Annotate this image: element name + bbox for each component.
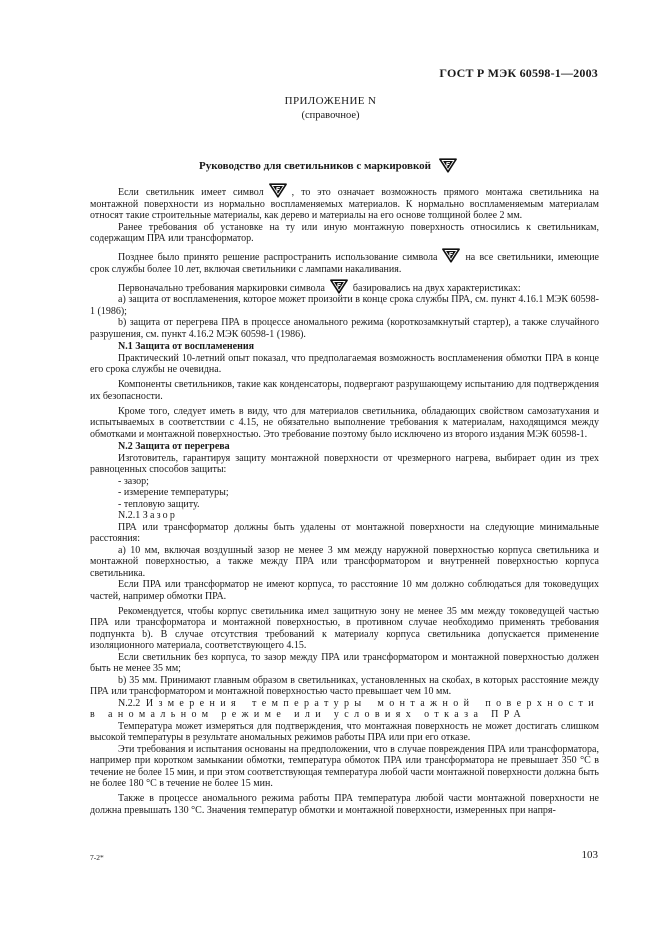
paragraph: Температура может измеряться для подтверждения, что монтажная поверхность не может достигать слишком высокой температуры в результате аномальных режимов работы ПРА или при его отказе. <box>90 720 599 743</box>
paragraph <box>90 248 599 275</box>
paragraph-text: Если светильник имеет символ <box>118 187 264 198</box>
section-heading-n1: N.1 Защита от воспламенения <box>118 341 255 352</box>
list-item: b) защита от перегрева ПРА в процессе аномального режима (короткозамкнутый стартер), а также случайного разрушения, см. пункт 4.16.2 МЭК 60598-1 (1986). <box>90 317 599 340</box>
paragraph: Рекомендуется, чтобы корпус светильника имел защитную зону не менее 35 мм между токоведущей частью ПРА или трансформатора и монтажной поверхностью, в противном случае необходимо применять требования подпункта b). В случае отсутствия требований к материалу корпуса светильника допускается применение изоляционного материала, соответствующего 4.15. <box>90 605 599 651</box>
list-item: а) защита от воспламенения, которое может произойти в конце срока службы ПРА, см. пункт 4.16.1 МЭК 60598-1 (1986); <box>90 294 599 317</box>
subsection-number: N.2.2 <box>118 697 141 709</box>
paragraph-text: Позднее было принято решение распространить использование символа <box>118 252 438 263</box>
paragraph: Изготовитель, гарантируя защиту монтажной поверхности от чрезмерного нагрева, выбирает один из трех равноценных способов защиты: <box>90 452 599 475</box>
footer-signature-mark: 7-2* <box>90 853 104 862</box>
list-item: b) 35 мм. Принимают главным образом в светильниках, установленных на скобах, в которых расстояние между ПРА или трансформатором и монтажной поверхностью часто превышает чем 10 мм. <box>90 674 599 697</box>
list-item: - зазор; <box>118 475 149 487</box>
paragraph-text: Первоначально требования маркировки символа <box>118 282 325 294</box>
section-heading-n2: N.2 Защита от перегрева <box>118 441 230 452</box>
document-title <box>0 158 661 173</box>
paragraph: Также в процессе аномального режима работы ПРА температура любой части монтажной поверхности не должна превышать 130 °С. Значения температур обмотки и монтажной поверхности, измеренных при напря- <box>90 793 599 816</box>
list-item: - измерение температуры; <box>118 487 229 498</box>
paragraph-text: базировались на двух характеристиках: <box>352 282 521 294</box>
paragraph: Эти требования и испытания основаны на предположении, что в случае повреждения ПРА или трансформатора, например при коротком замыкании обмотки, температура обмоток ПРА или трансформатора не превышает 350 °С в течение не более 15 мин, и при этом соответствующая температура любой части монтажной поверхности должна быть не более 180 °С в течение не более 15 мин. <box>90 743 599 789</box>
f-mark-triangle-icon <box>439 158 457 173</box>
paragraph-text: на все светильники, имеющие срок службы более 10 лет, включая светильники с лампами накаливания. <box>90 252 599 275</box>
list-item: а) 10 мм, включая воздушный зазор не менее 3 мм между наружной поверхностью корпуса светильника и монтажной поверхностью, а также между ПРА или трансформатором и внутренней поверхностью корпуса светильника. <box>90 544 599 579</box>
paragraph: Компоненты светильников, такие как конденсаторы, подвергают разрушающему испытанию для подтверждения их безопасности. <box>90 379 599 402</box>
list-item: - тепловую защиту. <box>118 498 200 510</box>
standard-header: ГОСТ Р МЭК 60598-1—2003 <box>439 66 598 80</box>
document-body <box>90 183 599 816</box>
paragraph-text: , то это означает возможность прямого монтажа светильника на монтажной поверхности из нормально воспламеняемых материалов. К нормально воспламеняемым материалам относят такие строительные материалы, как дерево и материалы на его основе толщиной более 2 мм. <box>90 187 599 221</box>
annex-subtitle: (справочное) <box>301 110 360 121</box>
paragraph <box>90 279 599 295</box>
subsection-heading-n22 <box>90 698 599 721</box>
paragraph: Кроме того, следует иметь в виду, что для материалов светильника, обладающих свойством самозатухания и испытываемых в соответствии с 4.15, не обязательно выполнение требования к материалам, находящимся между обмотками и монтажной поверхностью. Это требование поэтому было исключено из второго издания МЭК 60598-1. <box>90 405 599 440</box>
f-mark-triangle-icon <box>442 248 460 263</box>
f-mark-triangle-icon <box>269 183 287 198</box>
annex-title: ПРИЛОЖЕНИЕ N <box>284 95 377 107</box>
subsection-title: Измерения температуры монтажной поверхности в аномальном режиме или условиях отказа ПРА <box>90 697 599 720</box>
paragraph: Практический 10-летний опыт показал, что предполагаемая возможность воспламенения обмотки ПРА в конце его срока службы не очевидна. <box>90 352 599 375</box>
f-mark-triangle-icon <box>330 279 348 294</box>
page-number: 103 <box>581 849 598 861</box>
subsection-title: Зазор <box>142 510 178 521</box>
paragraph: ПРА или трансформатор должны быть удалены от монтажной поверхности на следующие минимальные расстояния: <box>90 521 599 544</box>
paragraph: Если ПРА или трансформатор не имеют корпуса, то расстояние 10 мм должно соблюдаться для токоведущих частей, например обмотки ПРА. <box>90 579 599 602</box>
paragraph: Если светильник без корпуса, то зазор между ПРА или трансформатором и монтажной поверхностью должен быть не менее 35 мм; <box>90 651 599 674</box>
subsection-number: N.2.1 <box>118 510 141 521</box>
paragraph <box>90 183 599 222</box>
document-title-text: Руководство для светильников с маркировкой <box>199 160 431 172</box>
subsection-heading-n21 <box>90 510 599 522</box>
paragraph: Ранее требования об установке на ту или иную монтажную поверхность относились к светильникам, содержащим ПРА или трансформатор. <box>90 221 599 244</box>
